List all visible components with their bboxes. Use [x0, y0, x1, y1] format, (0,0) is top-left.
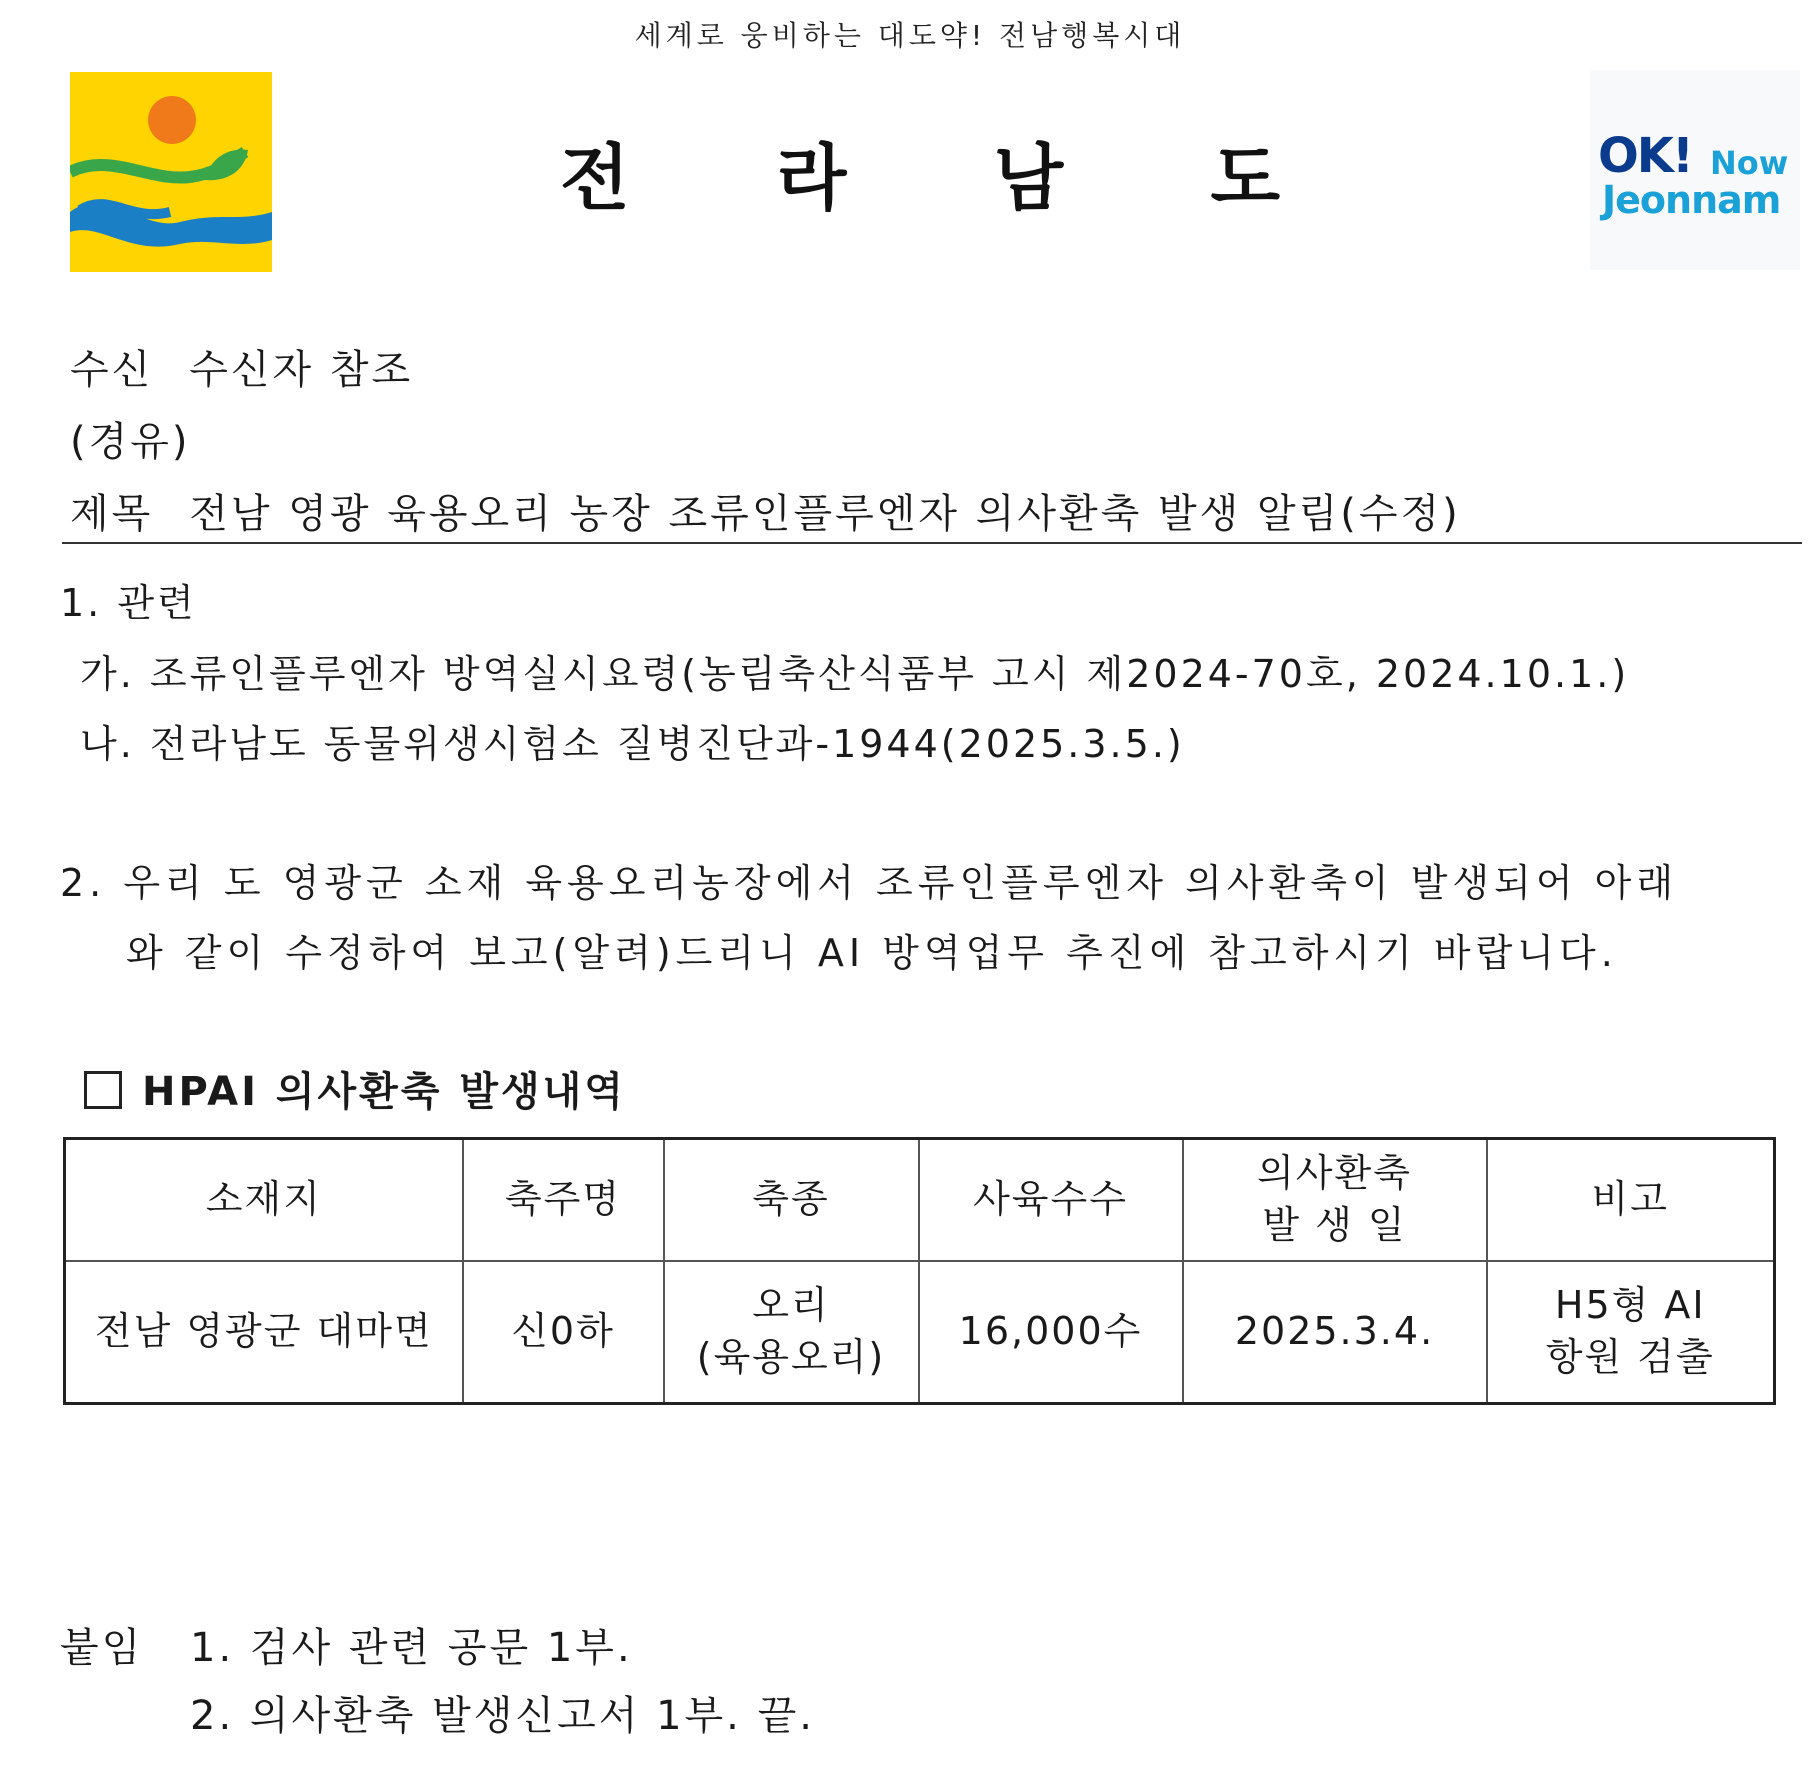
subject-label: 제목 — [70, 491, 154, 537]
para-1-item-b: 나. 전라남도 동물위생시험소 질병진단과-1944(2025.3.5.) — [80, 722, 1185, 766]
outbreak-table — [63, 1137, 1776, 1405]
attachment-item-2: 2. 의사환축 발생신고서 1부. 끝. — [190, 1693, 815, 1739]
recipient-line — [70, 338, 413, 395]
ok-now-jeonnam-logo — [1590, 70, 1800, 270]
header-date-line-2: 발 생 일 — [1262, 1202, 1407, 1247]
organization-title — [560, 120, 1280, 224]
org-title-char: 도 — [1210, 136, 1280, 220]
header-date-line-1: 의사환축 — [1257, 1151, 1412, 1196]
header-date — [1183, 1139, 1487, 1261]
table-header-row — [65, 1139, 1775, 1261]
section-title-text: HPAI 의사환축 발생내역 — [142, 1069, 626, 1115]
cell-owner: 신0하 — [463, 1261, 664, 1404]
logo-now-text: Now — [1710, 144, 1789, 182]
org-title-char: 라 — [776, 136, 847, 220]
subject-value: 전남 영광 육용오리 농장 조류인플루엔자 의사환축 발생 알림(수정) — [189, 491, 1461, 537]
cell-count: 16,000수 — [919, 1261, 1183, 1404]
org-title-char: 남 — [993, 136, 1064, 220]
cell-species-line-2: (육용오리) — [696, 1334, 886, 1379]
para-2-line-1: 2. 우리 도 영광군 소재 육용오리농장에서 조류인플루엔자 의사환축이 발생되어 아래 — [60, 861, 1679, 905]
cell-species-line-1: 오리 — [752, 1283, 830, 1328]
header-divider — [62, 542, 1802, 544]
cell-note-line-2: 항원 검출 — [1545, 1334, 1715, 1379]
cell-note-line-1: H5형 AI — [1554, 1283, 1706, 1328]
cell-note — [1487, 1261, 1775, 1404]
para-1-item-a: 가. 조류인플루엔자 방역실시요령(농림축산식품부 고시 제2024-70호, 2024.10.1.) — [80, 652, 1630, 696]
header-species: 축종 — [664, 1139, 919, 1261]
recipient-label: 수신 — [70, 347, 154, 393]
cell-date: 2025.3.4. — [1183, 1261, 1487, 1404]
header-note: 비고 — [1487, 1139, 1775, 1261]
logo-ok-text: OK! — [1598, 128, 1692, 184]
para-1-heading: 1. 관련 — [60, 581, 197, 625]
attachment-label: 붙임 — [60, 1625, 144, 1671]
cell-species — [664, 1261, 919, 1404]
para-2-line-2: 와 같이 수정하여 보고(알려)드리니 AI 방역업무 추진에 참고하시기 바랍니다. — [126, 931, 1618, 975]
header-count: 사육수수 — [919, 1139, 1183, 1261]
header-owner: 축주명 — [463, 1139, 664, 1261]
via-line: (경유) — [70, 419, 191, 465]
table-row — [65, 1261, 1775, 1404]
subject-line — [70, 482, 1461, 539]
attachment-item-1: 1. 검사 관련 공문 1부. — [190, 1625, 633, 1671]
header-location: 소재지 — [65, 1139, 463, 1261]
header-slogan: 세계로 웅비하는 대도약! 전남행복시대 — [634, 19, 1186, 52]
org-title-char: 전 — [560, 136, 630, 220]
jeonnam-emblem-logo — [70, 72, 272, 272]
checkbox-square-icon — [84, 1071, 122, 1109]
cell-location: 전남 영광군 대마면 — [65, 1261, 463, 1404]
recipient-value: 수신자 참조 — [189, 347, 414, 393]
section-title — [84, 1060, 626, 1117]
logo-jeonnam-text: Jeonnam — [1602, 178, 1781, 222]
